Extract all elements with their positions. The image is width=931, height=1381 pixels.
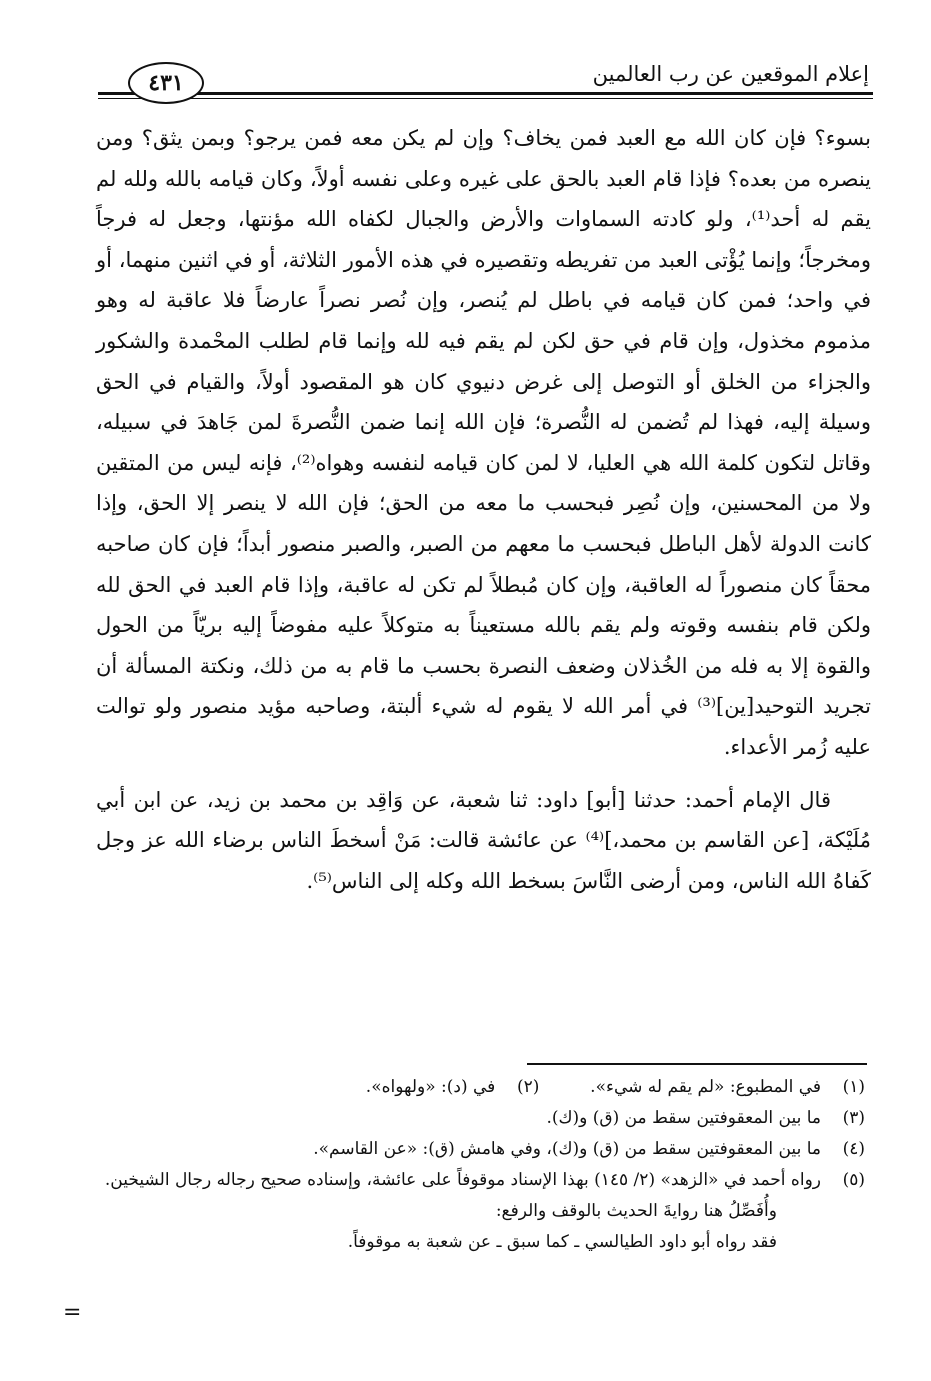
footnote-number: (١) bbox=[842, 1077, 865, 1097]
footnote-number: (٣) bbox=[842, 1108, 865, 1128]
header-rule-thin bbox=[98, 98, 873, 99]
footnote-separator bbox=[527, 1063, 867, 1065]
footnote-1-2 bbox=[96, 1072, 865, 1103]
footnote-text: رواه أحمد في «الزهد» (٢/ ١٤٥) بهذا الإسناد موقوفاً على عائشة، وإسناده صحيح رجاله رجال الشيخين. bbox=[104, 1170, 821, 1190]
footnote-continuation-2: فقد رواه أبو داود الطيالسي ـ كما سبق ـ عن شعبة به موقوفاً. bbox=[347, 1232, 777, 1252]
footnote-text: ما بين المعقوفتين سقط من (ق) و(ك)، وفي هامش (ق): «عن القاسم». bbox=[313, 1139, 821, 1159]
footnote-number: (٢) bbox=[516, 1077, 540, 1097]
footnotes bbox=[96, 1072, 865, 1258]
footnote-text: في (د): «ولهواه». bbox=[365, 1077, 496, 1097]
footnote-number: (٥) bbox=[842, 1170, 865, 1190]
paragraph-2: قال الإمام أحمد: حدثنا [أبو] داود: ثنا شعبة، عن وَاقِد بن محمد بن زيد، عن ابن أبي مُلَيْكة، [عن القاسم بن محمد،]⁽⁴⁾ عن عائشة قالت: مَنْ أسخطَ الناس برضاء الله عز وجل كَفاهُ الله الناس، ومن أرضى النَّاسَ بسخط الله وكله إلى الناس⁽⁵⁾. bbox=[96, 787, 871, 893]
footnote-text: ما بين المعقوفتين سقط من (ق) و(ك). bbox=[546, 1108, 821, 1128]
footnote-3 bbox=[96, 1103, 865, 1134]
header-rule-thick bbox=[98, 92, 873, 95]
footnote-text: في المطبوع: «لم يقم له شيء». bbox=[590, 1077, 821, 1097]
footnote-continuation-1: وأُفَصِّلُ هنا روايةَ الحديث بالوقف والرفع: bbox=[495, 1201, 777, 1221]
footnote-4 bbox=[96, 1134, 865, 1165]
main-text bbox=[96, 118, 871, 901]
footnote-5 bbox=[96, 1165, 865, 1196]
running-title: إعلام الموقعين عن رب العالمين bbox=[592, 62, 869, 86]
footnote-number: (٤) bbox=[842, 1139, 865, 1159]
page-number: ٤٣١ bbox=[128, 62, 204, 104]
continuation-mark: = bbox=[63, 1300, 82, 1325]
paragraph-1: بسوء؟ فإن كان الله مع العبد فمن يخاف؟ وإن لم يكن معه فمن يرجو؟ وبمن يثق؟ ومن ينصره من بعده؟ فإذا قام العبد بالحق على غيره وعلى نفسه أولاً، وكان قيامه بالله ولله لم يقم له أحد⁽¹⁾، ولو كادته السماوات والأرض والجبال لكفاه الله مؤنتها، وجعل له فرجاً ومخرجاً؛ وإنما يُؤْتى العبد من تفريطه وتقصيره في هذه الأمور الثلاثة، أو في اثنين منهما، أو في واحد؛ فمن كان قيامه في باطل لم يُنصر، وإن نُصر نصراً عارضاً فلا عاقبة له وهو مذموم مخذول، وإن قام في حق لكن لم يقم فيه لله وإنما قام لطلب المحْمدة والشكور والجزاء من الخلق أو التوصل إلى غرض دنيوي كان هو المقصود أولاً، والقيام في الحق وسيلة إليه، فهذا لم تُضمن له النُّصرة؛ فإن الله إنما ضمن النُّصرةَ لمن جَاهدَ في سبيله، وقاتل لتكون كلمة الله هي العليا، لا لمن كان قيامه لنفسه وهواه⁽²⁾، فإنه ليس من المتقين ولا من المحسنين، وإن نُصِر فبحسب ما معه من الحق؛ فإن الله لا ينصر إلا الحق، وإذا كانت الدولة لأهل الباطل فبحسب ما معهم من الصبر، والصبر منصور أبداً؛ فإن كان صاحبه محقاً كان منصوراً له العاقبة، وإن كان مُبطلاً لم تكن له عاقبة، وإذا قام العبد في الحق لله ولكن قام بنفسه وقوته ولم يقم بالله مستعيناً به متوكلاً عليه مفوضاً إليه بريّاً من الحول والقوة إلا به فله من الخُذلان وضعف النصرة بحسب ما قام به من ذلك، ونكتة المسألة أن تجريد التوحيد[ين]⁽³⁾ في أمر الله لا يقوم له شيء ألبتة، وصاحبه مؤيد منصور ولو توالت عليه زُمر الأعداء. bbox=[96, 126, 871, 759]
